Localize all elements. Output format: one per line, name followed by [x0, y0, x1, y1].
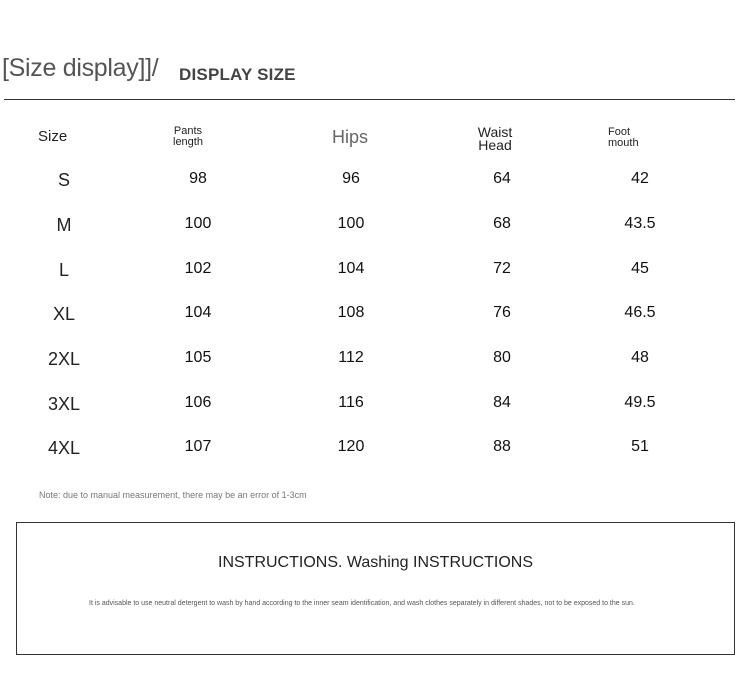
cell-size: 3XL — [47, 394, 81, 414]
column-header-pants-line1: Pants — [173, 125, 203, 137]
column-header-pants-length — [160, 126, 216, 148]
cell-size: S — [57, 170, 70, 190]
cell-pants-length: 106 — [184, 394, 212, 411]
size-header — [0, 54, 750, 94]
cell-foot-mouth: 42 — [631, 170, 649, 187]
cell-pants-length: 104 — [184, 304, 212, 321]
header-subtitle: DISPLAY SIZE — [179, 65, 296, 84]
cell-waist: 88 — [493, 438, 511, 455]
header-divider — [4, 99, 735, 100]
column-header-waist-line2: Head — [478, 137, 512, 153]
cell-pants-length: 98 — [189, 170, 207, 187]
cell-foot-mouth: 49.5 — [624, 394, 656, 411]
cell-pants-length: 102 — [184, 260, 212, 277]
cell-waist: 84 — [493, 394, 511, 411]
column-header-waist-head — [468, 126, 522, 152]
cell-pants-length: 105 — [184, 349, 212, 366]
cell-size: 4XL — [47, 438, 81, 458]
table-row — [0, 260, 750, 290]
cell-foot-mouth: 48 — [631, 349, 649, 366]
table-row — [0, 304, 750, 334]
cell-size: M — [56, 215, 72, 235]
column-header-foot-line1: Foot — [608, 126, 631, 138]
measurement-note: Note: due to manual measurement, there may be an error of 1-3cm — [39, 490, 307, 500]
instructions-text: It is advisable to use neutral detergent to wash by hand according to the inner seam identification, and wash clothes separately in different shades, not to be exposed to the sun. — [89, 600, 635, 607]
cell-foot-mouth: 45 — [631, 260, 649, 277]
cell-hips: 104 — [337, 260, 365, 277]
cell-size: L — [58, 260, 69, 280]
column-header-pants-line2: length — [173, 136, 203, 148]
cell-size: XL — [52, 304, 76, 324]
cell-pants-length: 100 — [184, 215, 212, 232]
table-row — [0, 215, 750, 245]
column-header-size: Size — [38, 128, 68, 145]
table-row — [0, 394, 750, 424]
instructions-box — [16, 522, 735, 655]
cell-waist: 68 — [493, 215, 511, 232]
instructions-title: INSTRUCTIONS. Washing INSTRUCTIONS — [218, 554, 533, 571]
cell-size: 2XL — [47, 349, 81, 369]
cell-waist: 80 — [493, 349, 511, 366]
cell-hips: 112 — [338, 349, 364, 366]
cell-waist: 76 — [493, 304, 511, 321]
cell-hips: 100 — [337, 215, 365, 232]
header-title: [Size display]]/ — [2, 54, 159, 82]
cell-hips: 96 — [342, 170, 360, 187]
cell-foot-mouth: 43.5 — [624, 215, 656, 232]
column-header-hips: Hips — [331, 127, 368, 147]
cell-hips: 108 — [337, 304, 365, 321]
column-header-foot-mouth — [608, 127, 660, 149]
table-row — [0, 349, 750, 379]
table-row — [0, 438, 750, 468]
cell-foot-mouth: 51 — [631, 438, 649, 455]
cell-hips: 120 — [337, 438, 365, 455]
table-row — [0, 170, 750, 200]
cell-waist: 64 — [493, 170, 511, 187]
column-header-waist-line1: Waist — [477, 124, 513, 140]
cell-waist: 72 — [493, 260, 511, 277]
column-header-foot-line2: mouth — [608, 137, 639, 149]
cell-foot-mouth: 46.5 — [624, 304, 656, 321]
cell-pants-length: 107 — [184, 438, 212, 455]
cell-hips: 116 — [338, 394, 364, 411]
